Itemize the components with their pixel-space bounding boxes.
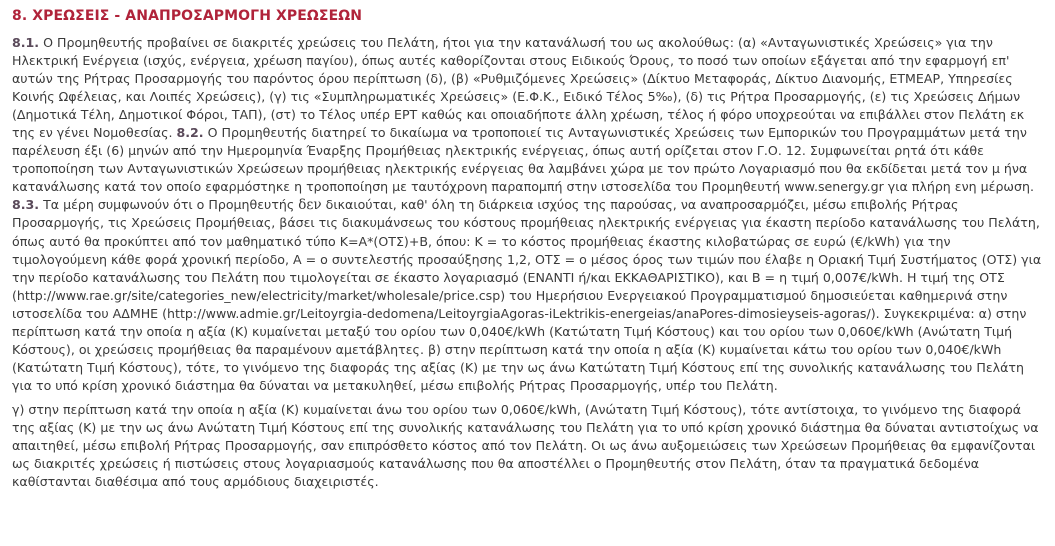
clause-8-3-gamma-paragraph: γ) στην περίπτωση κατά την οποία η αξία (Κ) κυμαίνεται άνω του ορίου των 0,060€/kWh, (Ανώτατη Τιμή Κόστους), τότε αντίστοιχα, το γινόμενο της διαφορά της αξίας (Κ) με την ως άνω Ανώτατη Τιμή Κόστους επί της συνολικής κατανάλωσης του Πελάτη για το υπό κρίση χρονικό διάστημα θα δύναται αντιστοίχως να απαιτηθεί, μέσω επιβολή Ρήτρας Προσαρμογής, σαν επιπρόσθετο κόστος από τον Πελάτη. Οι ως άνω αυξομειώσεις των Χρεώσεων Προμήθειας θα εμφανίζονται ως διακριτές χρεώσεις ή πιστώσεις στους λογαριασμούς κατανάλωσης που θα αποστέλλει ο Προμηθευτής στον Πελάτη, όταν τα πραγματικά δεδομένα καθίστανται διαθέσιμα από τους αρμόδιους διαχειριστές.	[12, 401, 1039, 490]
clause-8-3-number: 8.3.	[12, 197, 40, 213]
clause-8-1-text: Ο Προμηθευτής προβαίνει σε διακριτές χρεώσεις του Πελάτη, ήτοι για την κατανάλωσή του ως ακολούθως: (α) «Ανταγωνιστικές Χρεώσεις» για την Ηλεκτρική Ενέργεια (ισχύς, ενέργεια, χρέωση παγίου), όπως αυτές καθορίζονται στους Ειδικούς Όρους, το ποσό των οποίων εξάγεται από την εφαρμογή επ' αυτών της Ρήτρας Προσαρμογής του παρόντος όρου περίπτωση (δ), (β) «Ρυθμιζόμενες Χρεώσεις» (Δίκτυο Μεταφοράς, Δίκτυο Διανομής, ΕΤΜΕΑΡ, Υπηρεσίες Κοινής Ωφέλειας, και Λοιπές Χρεώσεις), (γ) τις «Συμπληρωματικές Χρεώσεις» (Ε.Φ.Κ., Ειδικό Τέλος 5‰), (δ) τις Ρήτρα Προσαρμογής, (ε) τις Χρεώσεις Δήμων (Δημοτικά Τέλη, Δημοτικοί Φόροι, ΤΑΠ), (στ) το Τέλος υπέρ ΕΡΤ καθώς και οποιαδήποτε άλλη χρέωση, τέλος ή φόρο υποχρεούται να επιβάλλει στον Πελάτη εκ της εν γένει Νομοθεσίας.	[12, 35, 1025, 141]
clause-8-1-number: 8.1.	[12, 35, 40, 50]
clauses-paragraph	[12, 34, 1042, 395]
section-heading: 8. ΧΡΕΩΣΕΙΣ - ΑΝΑΠΡΟΣΑΡΜΟΓΗ ΧΡΕΩΣΕΩΝ	[12, 8, 363, 24]
clause-8-3-negation: δεν	[298, 197, 322, 214]
clause-8-3-intro: Τα μέρη συμφωνούν ότι ο Προμηθευτής	[39, 197, 299, 213]
clause-8-3-text: δικαιούται, καθ' όλη τη διάρκεια ισχύος της παρούσας, να αναπροσαρμόζει, μέσω επιβολής Ρήτρας Προσαρμογής, τις Χρεώσεις Προμήθειας, βάσει τις διακυμάνσεως του κόστους προμήθειας ηλεκτρικής ενέργειας για έκαστη περίοδο κατανάλωσης του Πελάτη, όπως αυτό θα προκύπτει από τον μαθηματικό τύπο Κ=Α*(ΟΤΣ)+Β, όπου: Κ = το κόστος προμήθειας έκαστης κιλοβατώρας σε ευρώ (€/kWh) για την τιμολογούμενη κάθε φορά χρονική περίοδο, Α = ο συντελεστής προσαύξησης 1,2, ΟΤΣ = ο μέσος όρος των τιμών που έλαβε η Οριακή Τιμή Συστήματος (ΟΤΣ) για την περίοδο κατανάλωσης του Πελάτη που τιμολογείται σε έκαστο λογαριασμό (ΕΝΑΝΤΙ ή/και ΕΚΚΑΘΑΡΙΣΤΙΚΟ), και Β = η τιμή 0,007€/kWh. Η τιμή της ΟΤΣ (http://www.rae.gr/site/categories_new/electricity/market/wholesale/price.csp) του Ημερήσιου Ενεργειακού Προγραμματισμού δημοσιεύεται καθημερινά στην ιστοσελίδα του ΑΔΜΗΕ (http://www.admie.gr/Leitoyrgia-dedomena/LeitoyrgiaAgoras-iLektrikis-energeias/anaPores-dimosieyseis-agoras/). Συγκεκριμένα: α) στην περίπτωση κατά την οποία η αξία (Κ) κυμαίνεται μεταξύ του ορίου των 0,040€/kWh (Κατώτατη Τιμή Κόστους) και του ορίου των 0,060€/kWh (Ανώτατη Τιμή Κόστους), οι χρεώσεις προμήθειας θα παραμένουν αμετάβλητες. β) στην περίπτωση κατά την οποία η αξία (Κ) κυμαίνεται κάτω του ορίου των 0,040€/kWh (Κατώτατη Τιμή Κόστους), τότε, το γινόμενο της διαφοράς της αξίας (Κ) με την ως άνω Κατώτατη Τιμή Κόστους επί της συνολικής κατανάλωσης του Πελάτη για το υπό κρίση χρονικό διάστημα θα δύναται να μετακυληθεί, μέσω επιβολής Ρήτρας Προσαρμογής, υπέρ του Πελάτη.	[12, 197, 1042, 393]
clause-8-2-number: 8.2.	[176, 125, 204, 141]
document-section	[12, 6, 1042, 491]
clause-8-2-text: Ο Προμηθευτής διατηρεί το δικαίωμα να τροποποιεί τις Ανταγωνιστικές Χρεώσεις των Εμπορικών του Προγραμμάτων μετά την παρέλευση έξι (6) μηνών από την Ημερομηνία Έναρξης Προμήθειας ηλεκτρικής ενέργειας, όπως αυτή ορίζεται στον Γ.Ο. 12. Συμφωνείται ρητά ότι κάθε τροποποίηση των Ανταγωνιστικών Χρεώσεων προμήθειας ηλεκτρικής ενέργειας θα λαμβάνει χώρα με τον πρώτο Λογαριασμό που θα εκδίδεται μετά τον μ ήνα κατανάλωσης κατά τον οποίο εφαρμόστηκε η τροποποίηση με ταυτόχρονη παραπομπή στην ιστοσελίδα του Προμηθευτή www.senergy.gr για πλήρη ενη μέρωση.	[12, 125, 1034, 195]
